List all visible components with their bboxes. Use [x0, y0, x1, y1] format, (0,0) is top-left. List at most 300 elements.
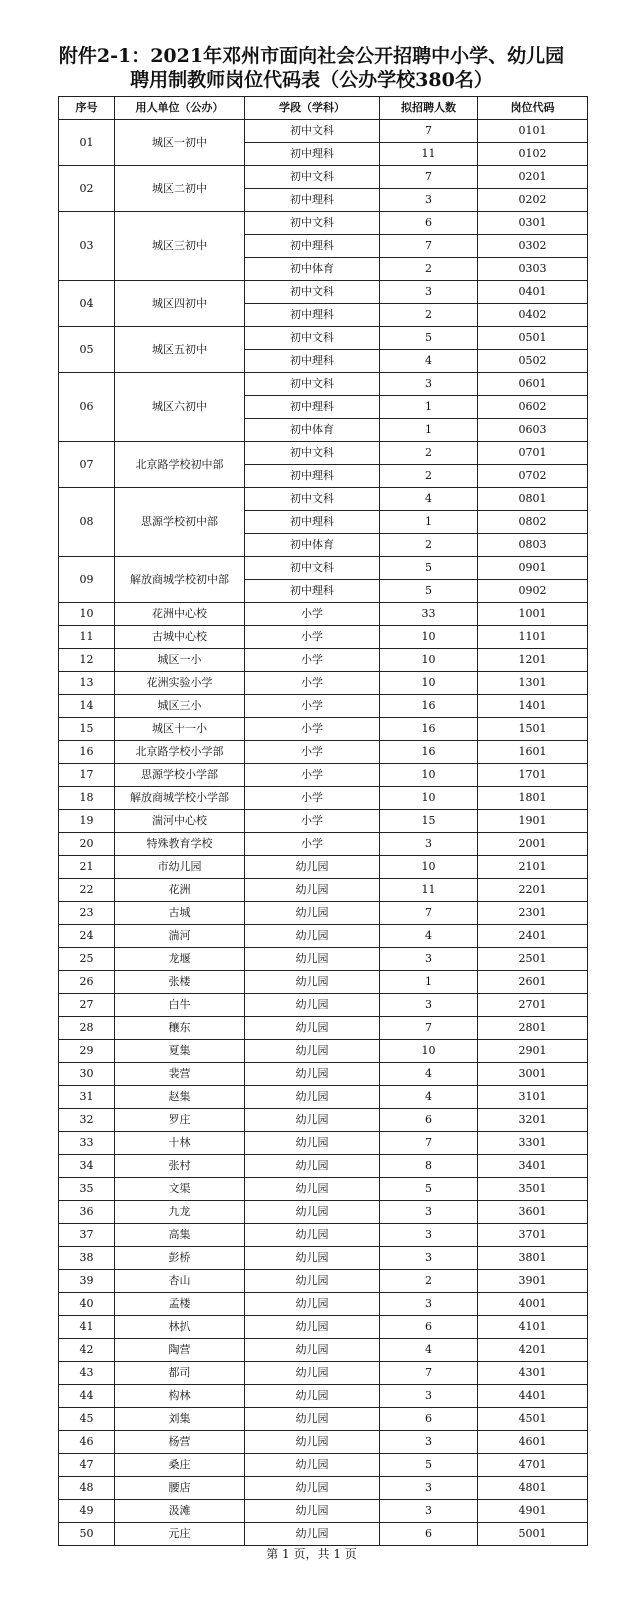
subject-cell: 幼儿园 — [245, 1109, 380, 1132]
serial-cell: 04 — [59, 281, 115, 327]
recruit-count-cell: 2 — [380, 1270, 478, 1293]
employer-cell: 城区六初中 — [115, 373, 245, 442]
position-code-cell: 4901 — [478, 1500, 588, 1523]
table-row — [59, 603, 588, 626]
table-row — [59, 1523, 588, 1546]
serial-cell: 37 — [59, 1224, 115, 1247]
employer-cell: 特殊教育学校 — [115, 833, 245, 856]
subject-cell: 幼儿园 — [245, 1132, 380, 1155]
serial-cell: 25 — [59, 948, 115, 971]
employer-cell: 北京路学校小学部 — [115, 741, 245, 764]
employer-cell: 花洲实验小学 — [115, 672, 245, 695]
subject-cell: 小学 — [245, 764, 380, 787]
employer-cell: 林扒 — [115, 1316, 245, 1339]
serial-cell: 03 — [59, 212, 115, 281]
recruit-count-cell: 4 — [380, 350, 478, 373]
table-row — [59, 925, 588, 948]
position-code-cell: 2301 — [478, 902, 588, 925]
table-row — [59, 1293, 588, 1316]
recruit-count-cell: 2 — [380, 534, 478, 557]
serial-cell: 43 — [59, 1362, 115, 1385]
subject-cell: 幼儿园 — [245, 1385, 380, 1408]
subject-cell: 小学 — [245, 718, 380, 741]
recruit-count-cell: 15 — [380, 810, 478, 833]
table-row — [59, 212, 588, 235]
subject-cell: 幼儿园 — [245, 1155, 380, 1178]
position-code-cell: 4801 — [478, 1477, 588, 1500]
employer-cell: 桑庄 — [115, 1454, 245, 1477]
position-code-cell: 0402 — [478, 304, 588, 327]
serial-cell: 31 — [59, 1086, 115, 1109]
table-row — [59, 166, 588, 189]
table-row — [59, 1017, 588, 1040]
serial-cell: 12 — [59, 649, 115, 672]
subject-cell: 幼儿园 — [245, 1408, 380, 1431]
position-code-cell: 0601 — [478, 373, 588, 396]
subject-cell: 初中文科 — [245, 281, 380, 304]
position-code-cell: 0902 — [478, 580, 588, 603]
recruit-count-cell: 7 — [380, 235, 478, 258]
employer-cell: 汲滩 — [115, 1500, 245, 1523]
recruit-count-cell: 10 — [380, 672, 478, 695]
subject-cell: 初中理科 — [245, 396, 380, 419]
serial-cell: 41 — [59, 1316, 115, 1339]
recruit-count-cell: 5 — [380, 327, 478, 350]
position-code-cell: 4701 — [478, 1454, 588, 1477]
serial-cell: 22 — [59, 879, 115, 902]
table-row — [59, 1454, 588, 1477]
table-header-row — [59, 97, 588, 120]
employer-cell: 陶营 — [115, 1339, 245, 1362]
position-code-cell: 3001 — [478, 1063, 588, 1086]
table-row — [59, 1132, 588, 1155]
employer-cell: 杨营 — [115, 1431, 245, 1454]
employer-cell: 城区五初中 — [115, 327, 245, 373]
employer-cell: 城区四初中 — [115, 281, 245, 327]
employer-cell: 刘集 — [115, 1408, 245, 1431]
position-code-cell: 1401 — [478, 695, 588, 718]
subject-cell: 幼儿园 — [245, 1339, 380, 1362]
table-row — [59, 1109, 588, 1132]
table-row — [59, 764, 588, 787]
table-row — [59, 626, 588, 649]
subject-cell: 初中文科 — [245, 120, 380, 143]
serial-cell: 24 — [59, 925, 115, 948]
serial-cell: 30 — [59, 1063, 115, 1086]
table-row — [59, 1385, 588, 1408]
position-code-cell: 4001 — [478, 1293, 588, 1316]
subject-cell: 初中理科 — [245, 350, 380, 373]
employer-cell: 解放商城学校小学部 — [115, 787, 245, 810]
position-code-cell: 1801 — [478, 787, 588, 810]
serial-cell: 09 — [59, 557, 115, 603]
recruit-count-cell: 7 — [380, 1017, 478, 1040]
table-row — [59, 1247, 588, 1270]
subject-cell: 幼儿园 — [245, 1523, 380, 1546]
recruit-count-cell: 11 — [380, 143, 478, 166]
table-row — [59, 741, 588, 764]
serial-cell: 46 — [59, 1431, 115, 1454]
subject-cell: 幼儿园 — [245, 1063, 380, 1086]
serial-cell: 07 — [59, 442, 115, 488]
serial-cell: 50 — [59, 1523, 115, 1546]
position-code-cell: 0401 — [478, 281, 588, 304]
serial-cell: 34 — [59, 1155, 115, 1178]
serial-cell: 06 — [59, 373, 115, 442]
employer-cell: 城区三小 — [115, 695, 245, 718]
subject-cell: 幼儿园 — [245, 1086, 380, 1109]
recruit-count-cell: 5 — [380, 1178, 478, 1201]
subject-cell: 幼儿园 — [245, 1178, 380, 1201]
recruit-count-cell: 7 — [380, 166, 478, 189]
position-code-cell: 0501 — [478, 327, 588, 350]
employer-cell: 湍河中心校 — [115, 810, 245, 833]
subject-cell: 初中理科 — [245, 235, 380, 258]
position-code-cell: 3801 — [478, 1247, 588, 1270]
recruit-count-cell: 10 — [380, 764, 478, 787]
table-row — [59, 1086, 588, 1109]
serial-cell: 29 — [59, 1040, 115, 1063]
employer-cell: 张村 — [115, 1155, 245, 1178]
subject-cell: 幼儿园 — [245, 948, 380, 971]
recruit-count-cell: 6 — [380, 212, 478, 235]
recruit-count-cell: 2 — [380, 304, 478, 327]
table-row — [59, 281, 588, 304]
position-code-cell: 1301 — [478, 672, 588, 695]
recruit-count-cell: 3 — [380, 1224, 478, 1247]
serial-cell: 33 — [59, 1132, 115, 1155]
table-row — [59, 1063, 588, 1086]
recruit-count-cell: 6 — [380, 1523, 478, 1546]
serial-cell: 45 — [59, 1408, 115, 1431]
serial-cell: 17 — [59, 764, 115, 787]
subject-cell: 幼儿园 — [245, 971, 380, 994]
position-code-cell: 0101 — [478, 120, 588, 143]
serial-cell: 28 — [59, 1017, 115, 1040]
subject-cell: 小学 — [245, 672, 380, 695]
position-code-cell: 2701 — [478, 994, 588, 1017]
table-row — [59, 971, 588, 994]
table-row — [59, 672, 588, 695]
recruit-count-cell: 16 — [380, 741, 478, 764]
position-code-cell: 2501 — [478, 948, 588, 971]
table-row — [59, 442, 588, 465]
subject-cell: 幼儿园 — [245, 1477, 380, 1500]
serial-cell: 02 — [59, 166, 115, 212]
table-row — [59, 557, 588, 580]
recruit-count-cell: 5 — [380, 1454, 478, 1477]
recruit-count-cell: 3 — [380, 373, 478, 396]
subject-cell: 小学 — [245, 833, 380, 856]
subject-cell: 幼儿园 — [245, 856, 380, 879]
serial-cell: 05 — [59, 327, 115, 373]
table-row — [59, 373, 588, 396]
recruit-count-cell: 7 — [380, 120, 478, 143]
table-row — [59, 787, 588, 810]
serial-cell: 44 — [59, 1385, 115, 1408]
position-code-cell: 3701 — [478, 1224, 588, 1247]
serial-cell: 08 — [59, 488, 115, 557]
subject-cell: 初中理科 — [245, 465, 380, 488]
header-subject: 学段（学科） — [245, 97, 380, 120]
subject-cell: 初中理科 — [245, 189, 380, 212]
position-code-cell: 2601 — [478, 971, 588, 994]
recruit-count-cell: 10 — [380, 649, 478, 672]
table-body — [59, 120, 588, 1546]
employer-cell: 龙堰 — [115, 948, 245, 971]
header-serial: 序号 — [59, 97, 115, 120]
recruit-count-cell: 3 — [380, 1477, 478, 1500]
table-row — [59, 1408, 588, 1431]
subject-cell: 初中文科 — [245, 327, 380, 350]
table-row — [59, 1178, 588, 1201]
table-row — [59, 1155, 588, 1178]
recruit-count-cell: 3 — [380, 1500, 478, 1523]
subject-cell: 幼儿园 — [245, 902, 380, 925]
table-row — [59, 695, 588, 718]
subject-cell: 初中体育 — [245, 534, 380, 557]
subject-cell: 幼儿园 — [245, 1247, 380, 1270]
recruit-count-cell: 11 — [380, 879, 478, 902]
table-row — [59, 488, 588, 511]
position-code-cell: 3101 — [478, 1086, 588, 1109]
position-code-cell: 3501 — [478, 1178, 588, 1201]
recruit-count-cell: 10 — [380, 856, 478, 879]
header-position-code: 岗位代码 — [478, 97, 588, 120]
position-code-cell: 3301 — [478, 1132, 588, 1155]
position-code-cell: 1201 — [478, 649, 588, 672]
serial-cell: 47 — [59, 1454, 115, 1477]
position-code-cell: 0701 — [478, 442, 588, 465]
position-code-cell: 0702 — [478, 465, 588, 488]
table-row — [59, 718, 588, 741]
recruit-count-cell: 3 — [380, 1293, 478, 1316]
position-code-cell: 4501 — [478, 1408, 588, 1431]
recruit-count-cell: 3 — [380, 1385, 478, 1408]
table-row — [59, 1201, 588, 1224]
table-row — [59, 1316, 588, 1339]
employer-cell: 城区一小 — [115, 649, 245, 672]
recruit-count-cell: 3 — [380, 948, 478, 971]
recruit-count-cell: 5 — [380, 557, 478, 580]
recruit-count-cell: 3 — [380, 994, 478, 1017]
subject-cell: 幼儿园 — [245, 994, 380, 1017]
serial-cell: 35 — [59, 1178, 115, 1201]
subject-cell: 初中文科 — [245, 442, 380, 465]
employer-cell: 高集 — [115, 1224, 245, 1247]
recruit-count-cell: 33 — [380, 603, 478, 626]
recruit-count-cell: 4 — [380, 488, 478, 511]
serial-cell: 26 — [59, 971, 115, 994]
employer-cell: 元庄 — [115, 1523, 245, 1546]
table-row — [59, 810, 588, 833]
table-row — [59, 902, 588, 925]
subject-cell: 初中体育 — [245, 258, 380, 281]
recruit-count-cell: 4 — [380, 925, 478, 948]
employer-cell: 九龙 — [115, 1201, 245, 1224]
subject-cell: 初中文科 — [245, 557, 380, 580]
employer-cell: 白牛 — [115, 994, 245, 1017]
subject-cell: 小学 — [245, 649, 380, 672]
recruit-count-cell: 1 — [380, 511, 478, 534]
position-code-cell: 2001 — [478, 833, 588, 856]
recruit-count-cell: 3 — [380, 189, 478, 212]
employer-cell: 夏集 — [115, 1040, 245, 1063]
table-row — [59, 879, 588, 902]
subject-cell: 小学 — [245, 626, 380, 649]
position-code-cell: 1001 — [478, 603, 588, 626]
recruit-count-cell: 8 — [380, 1155, 478, 1178]
position-code-cell: 3401 — [478, 1155, 588, 1178]
serial-cell: 15 — [59, 718, 115, 741]
employer-cell: 市幼儿园 — [115, 856, 245, 879]
position-code-cell: 0102 — [478, 143, 588, 166]
employer-cell: 城区三初中 — [115, 212, 245, 281]
subject-cell: 初中体育 — [245, 419, 380, 442]
subject-cell: 初中文科 — [245, 373, 380, 396]
recruit-count-cell: 10 — [380, 1040, 478, 1063]
table-row — [59, 1500, 588, 1523]
subject-cell: 幼儿园 — [245, 1224, 380, 1247]
subject-cell: 初中理科 — [245, 511, 380, 534]
subject-cell: 小学 — [245, 603, 380, 626]
position-code-cell: 1101 — [478, 626, 588, 649]
position-code-cell: 2901 — [478, 1040, 588, 1063]
serial-cell: 42 — [59, 1339, 115, 1362]
recruit-count-cell: 5 — [380, 580, 478, 603]
employer-cell: 张楼 — [115, 971, 245, 994]
table-row — [59, 1270, 588, 1293]
subject-cell: 初中文科 — [245, 212, 380, 235]
employer-cell: 思源学校初中部 — [115, 488, 245, 557]
employer-cell: 古城中心校 — [115, 626, 245, 649]
position-code-cell: 4101 — [478, 1316, 588, 1339]
recruit-count-cell: 3 — [380, 833, 478, 856]
recruit-count-cell: 10 — [380, 626, 478, 649]
recruit-count-cell: 4 — [380, 1339, 478, 1362]
serial-cell: 11 — [59, 626, 115, 649]
subject-cell: 小学 — [245, 695, 380, 718]
serial-cell: 10 — [59, 603, 115, 626]
subject-cell: 幼儿园 — [245, 1270, 380, 1293]
table-row — [59, 1339, 588, 1362]
serial-cell: 40 — [59, 1293, 115, 1316]
recruit-count-cell: 3 — [380, 1247, 478, 1270]
position-code-cell: 3901 — [478, 1270, 588, 1293]
employer-cell: 十林 — [115, 1132, 245, 1155]
subject-cell: 初中理科 — [245, 580, 380, 603]
subject-cell: 小学 — [245, 741, 380, 764]
serial-cell: 49 — [59, 1500, 115, 1523]
serial-cell: 13 — [59, 672, 115, 695]
serial-cell: 39 — [59, 1270, 115, 1293]
table-row — [59, 1362, 588, 1385]
header-employer: 用人单位（公办） — [115, 97, 245, 120]
serial-cell: 21 — [59, 856, 115, 879]
subject-cell: 小学 — [245, 810, 380, 833]
employer-cell: 思源学校小学部 — [115, 764, 245, 787]
recruit-count-cell: 1 — [380, 396, 478, 419]
position-code-cell: 1601 — [478, 741, 588, 764]
position-code-cell: 0801 — [478, 488, 588, 511]
subject-cell: 初中理科 — [245, 304, 380, 327]
serial-cell: 18 — [59, 787, 115, 810]
employer-cell: 北京路学校初中部 — [115, 442, 245, 488]
position-code-cell: 1901 — [478, 810, 588, 833]
position-code-cell: 0302 — [478, 235, 588, 258]
subject-cell: 幼儿园 — [245, 1431, 380, 1454]
table-row — [59, 948, 588, 971]
table-row — [59, 1477, 588, 1500]
recruit-count-cell: 7 — [380, 902, 478, 925]
employer-cell: 湍河 — [115, 925, 245, 948]
recruit-count-cell: 3 — [380, 1431, 478, 1454]
position-code-cell: 0802 — [478, 511, 588, 534]
table-row — [59, 327, 588, 350]
subject-cell: 初中文科 — [245, 166, 380, 189]
recruit-count-cell: 7 — [380, 1362, 478, 1385]
recruit-count-cell: 2 — [380, 258, 478, 281]
recruit-count-cell: 10 — [380, 787, 478, 810]
serial-cell: 16 — [59, 741, 115, 764]
position-code-cell: 0603 — [478, 419, 588, 442]
employer-cell: 穰东 — [115, 1017, 245, 1040]
serial-cell: 20 — [59, 833, 115, 856]
position-code-cell: 4601 — [478, 1431, 588, 1454]
recruit-count-cell: 3 — [380, 281, 478, 304]
recruit-count-cell: 4 — [380, 1086, 478, 1109]
recruit-count-cell: 16 — [380, 718, 478, 741]
subject-cell: 幼儿园 — [245, 1201, 380, 1224]
position-code-cell: 2801 — [478, 1017, 588, 1040]
employer-cell: 都司 — [115, 1362, 245, 1385]
subject-cell: 幼儿园 — [245, 1293, 380, 1316]
serial-cell: 38 — [59, 1247, 115, 1270]
serial-cell: 32 — [59, 1109, 115, 1132]
position-code-cell: 5001 — [478, 1523, 588, 1546]
position-code-cell: 0602 — [478, 396, 588, 419]
serial-cell: 48 — [59, 1477, 115, 1500]
header-recruit-count: 拟招聘人数 — [380, 97, 478, 120]
subject-cell: 幼儿园 — [245, 879, 380, 902]
position-code-cell: 0803 — [478, 534, 588, 557]
position-code-cell: 0202 — [478, 189, 588, 212]
employer-cell: 古城 — [115, 902, 245, 925]
employer-cell: 文渠 — [115, 1178, 245, 1201]
table-row — [59, 1040, 588, 1063]
serial-cell: 19 — [59, 810, 115, 833]
position-code-cell: 2101 — [478, 856, 588, 879]
recruit-count-cell: 3 — [380, 1201, 478, 1224]
employer-cell: 腰店 — [115, 1477, 245, 1500]
employer-cell: 孟楼 — [115, 1293, 245, 1316]
position-code-cell: 2401 — [478, 925, 588, 948]
table-row — [59, 833, 588, 856]
table-row — [59, 1431, 588, 1454]
subject-cell: 幼儿园 — [245, 1017, 380, 1040]
employer-cell: 城区十一小 — [115, 718, 245, 741]
subject-cell: 幼儿园 — [245, 1454, 380, 1477]
employer-cell: 花洲中心校 — [115, 603, 245, 626]
subject-cell: 幼儿园 — [245, 1500, 380, 1523]
position-code-table — [58, 96, 588, 1546]
subject-cell: 幼儿园 — [245, 1316, 380, 1339]
serial-cell: 23 — [59, 902, 115, 925]
position-code-cell: 0502 — [478, 350, 588, 373]
recruit-count-cell: 6 — [380, 1109, 478, 1132]
employer-cell: 构林 — [115, 1385, 245, 1408]
employer-cell: 解放商城学校初中部 — [115, 557, 245, 603]
